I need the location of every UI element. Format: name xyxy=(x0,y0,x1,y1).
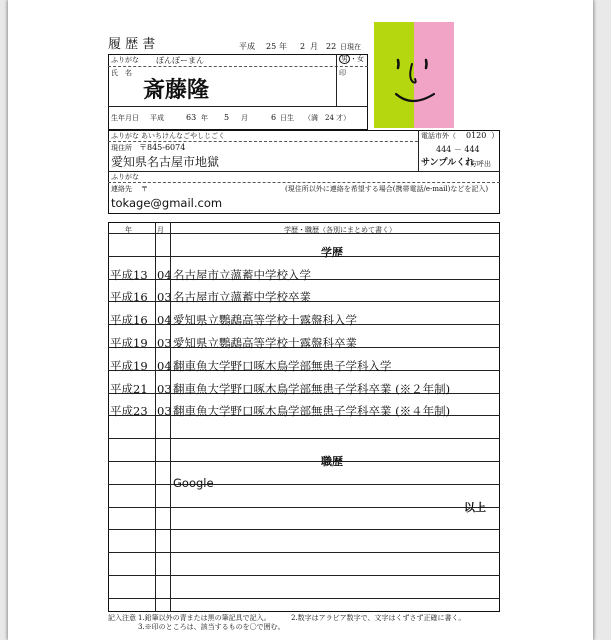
education-month: 04 xyxy=(157,268,172,282)
birth-day: 6 xyxy=(271,113,277,122)
gender-female: 女 xyxy=(357,55,364,63)
photo-left-half xyxy=(374,22,414,128)
phone-divider xyxy=(418,130,419,171)
applicant-name: 斎藤隆 xyxy=(143,77,210,103)
history-col-month: 月 xyxy=(157,226,164,234)
history-row-divider xyxy=(108,507,500,508)
address-contact-divider xyxy=(108,171,500,172)
document-title: 履 歴 書 xyxy=(108,37,156,52)
birth-month: 5 xyxy=(224,113,230,122)
photo-right-half xyxy=(414,22,454,128)
face-left-eye xyxy=(398,60,399,68)
phone-label: 電話市外（ xyxy=(421,132,456,140)
header-month-unit: 月 xyxy=(310,42,318,51)
education-entry: 翻車魚大学野口啄木鳥学部無患子学科卒業 (※４年制) xyxy=(173,404,451,418)
birth-year-unit: 年 xyxy=(201,114,208,122)
phone-contact-suffix: 方呼出 xyxy=(470,160,491,168)
seal-divider xyxy=(336,54,337,106)
gender-separator: ・ xyxy=(350,55,357,63)
header-year-unit: 年 xyxy=(279,42,287,51)
history-col-year: 年 xyxy=(125,226,132,234)
history-year-column-divider xyxy=(155,222,156,612)
contact-note: (現住所以外に連絡を希望する場合(携帯電話/e-mail)などを記入) xyxy=(285,185,489,193)
history-row-divider xyxy=(108,598,500,599)
birth-era: 平成 xyxy=(150,114,164,122)
footer-note-3: 3.※印のところは、該当するものを〇で囲む。 xyxy=(138,623,285,631)
education-month: 03 xyxy=(157,382,172,396)
education-year: 平成16 xyxy=(110,313,148,327)
education-month: 03 xyxy=(157,404,172,418)
header-month: 2 xyxy=(300,42,306,51)
phone-number: 444 － 444 xyxy=(436,145,480,154)
education-year: 平成23 xyxy=(110,404,148,418)
name-furigana-label: ふりがな xyxy=(111,56,139,64)
contact-label: 連絡先 xyxy=(111,185,132,193)
gender-selector xyxy=(339,56,364,63)
education-entry: 翻車魚大学野口啄木鳥学部無患子学科卒業 (※２年制) xyxy=(173,382,451,396)
education-year: 平成16 xyxy=(110,290,148,304)
history-row-divider xyxy=(108,552,500,553)
education-year: 平成19 xyxy=(110,359,148,373)
phone-contact-name: サンプルくれ xyxy=(421,158,475,168)
education-entry: 翻車魚大学野口啄木鳥学部無患子学科入学 xyxy=(173,359,392,373)
face-right-eye xyxy=(426,60,427,68)
birth-month-unit: 月 xyxy=(241,114,248,122)
work-heading: 職歴 xyxy=(321,455,343,468)
name-furigana: ぽんぽーまん xyxy=(156,56,204,65)
seal-label: 印 xyxy=(339,69,346,77)
contact-furigana-label: ふりがな xyxy=(111,173,139,181)
work-entry: Google xyxy=(173,476,214,490)
footer-note-2: 2.数字はアラビア数字で、文字はくずさず正確に書く。 xyxy=(291,614,466,622)
history-row-divider xyxy=(108,461,500,462)
name-birth-divider xyxy=(108,106,368,107)
gender-male-circled: 男 xyxy=(341,55,348,63)
name-furigana-divider xyxy=(108,66,368,67)
email-address: tokage@gmail.com xyxy=(111,196,223,210)
history-row-divider xyxy=(108,529,500,530)
education-entry: 名古屋市立薀蓄中学校卒業 xyxy=(173,290,311,304)
education-month: 03 xyxy=(157,336,172,350)
history-row-divider xyxy=(108,438,500,439)
education-entry: 名古屋市立薀蓄中学校入学 xyxy=(173,268,311,282)
phone-area-code: 0120 xyxy=(466,131,487,140)
header-year: 25 xyxy=(266,42,277,51)
address-furigana-divider xyxy=(108,141,418,142)
education-heading: 学歴 xyxy=(321,246,343,259)
address-furigana: あいちけんなごやしじごく xyxy=(141,132,225,140)
education-month: 04 xyxy=(157,359,172,373)
age-text: （満 24 才） xyxy=(304,114,351,122)
photo xyxy=(374,22,454,128)
contact-postal: 〒 xyxy=(141,185,148,193)
history-row-divider xyxy=(108,256,500,257)
education-entry: 愛知県立鸚鵡高等学校十露盤科入学 xyxy=(173,313,357,327)
address-furigana-label: ふりがな xyxy=(111,132,139,140)
birth-day-unit: 日生 xyxy=(280,114,294,122)
education-year: 平成21 xyxy=(110,382,148,396)
address-text: 愛知県名古屋市地獄 xyxy=(111,155,220,169)
name-label: 氏 名 xyxy=(111,69,132,77)
education-entry: 愛知県立鸚鵡高等学校十露盤科卒業 xyxy=(173,336,357,350)
footer-label: 記入注意 xyxy=(108,614,136,622)
phone-close-paren: ） xyxy=(491,131,499,140)
footer-note-1: 1.鉛筆以外の青または黒の筆記具で記入。 xyxy=(138,614,271,622)
history-row-divider xyxy=(108,575,500,576)
education-year: 平成19 xyxy=(110,336,148,350)
history-col-content: 学歴・職歴（各別にまとめて書く） xyxy=(284,226,396,234)
address-label: 現住所 xyxy=(111,144,132,152)
header-day: 22 xyxy=(326,42,337,51)
end-mark: 以上 xyxy=(464,501,486,514)
header-era: 平成 xyxy=(239,42,255,51)
history-row-divider xyxy=(108,484,500,485)
contact-furigana-divider xyxy=(108,182,500,183)
education-month: 03 xyxy=(157,290,172,304)
education-year: 平成13 xyxy=(110,268,148,282)
resume-page xyxy=(8,0,593,640)
birth-year: 63 xyxy=(186,113,197,122)
header-day-suffix: 日現在 xyxy=(340,43,361,51)
education-month: 04 xyxy=(157,313,172,327)
birth-label: 生年月日 xyxy=(111,114,139,122)
postal-code: 〒845-6074 xyxy=(139,143,186,152)
